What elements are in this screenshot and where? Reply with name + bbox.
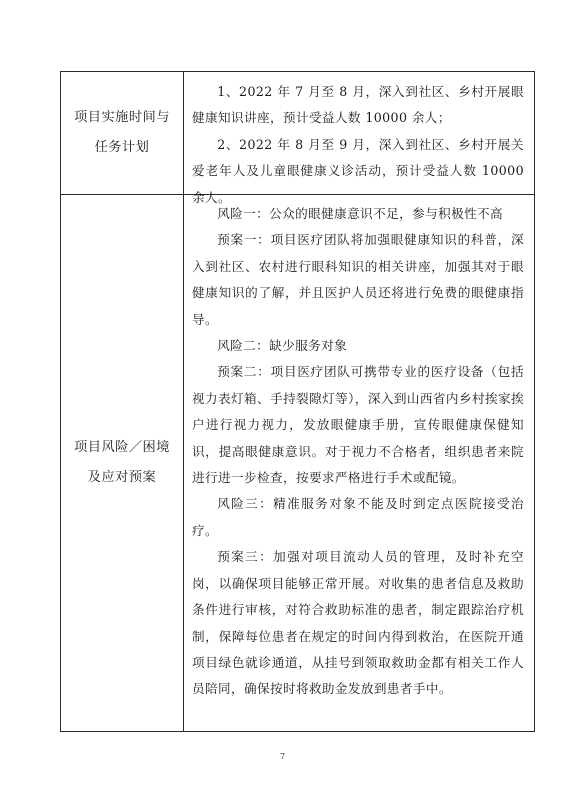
table-row-schedule [61,72,534,205]
row-label: 项目风险／困境及应对预案 [74,440,170,485]
table-row-risks [61,195,534,731]
paragraph: 预案二：项目医疗团队可携带专业的医疗设备（包括视力表灯箱、手持裂隙灯等），深入到山西省内乡村挨家挨户进行视力视力，发放眼健康手册，宣传眼健康保健知识，提高眼健康意识。对于视力不合格者，组织患者来院进行进一步检查，按要求严格进行手术或配镜。 [192,364,524,486]
document-table [60,71,535,732]
paragraph: 风险三：精准服务对象不能及时到定点医院接受治疗。 [192,496,524,538]
paragraph: 1、2022 年 7 月至 8 月，深入到社区、乡村开展眼健康知识讲座，预计受益人数 10000 余人； [192,84,524,126]
row-label: 项目实施时间与任务计划 [74,110,170,155]
row-content-cell [184,195,534,731]
paragraph: 预案一：项目医疗团队将加强眼健康知识的科普，深入到社区、农村进行眼科知识的相关讲座，加强其对于眼健康知识的了解，并且医护人员还将进行免费的眼健康指导。 [192,232,524,327]
row-label-cell [61,195,184,731]
paragraph: 风险一：公众的眼健康意识不足，参与积极性不高 [217,206,504,221]
paragraph: 2、2022 年 8 月至 9 月，深入到社区、乡村开展关爱老年人及儿童眼健康义诊活动，预计受益人数 10000 余人。 [192,136,524,205]
page-number: 7 [279,752,286,761]
paragraph: 风险二：缺少服务对象 [217,338,348,354]
paragraph: 预案三：加强对项目流动人员的管理，及时补充空岗，以确保项目能够正常开展。对收集的患者信息及救助条件进行审核，对符合救助标准的患者，制定跟踪治疗机制，保障每位患者在规定的时间内得到救治，在医院开通项目绿色就诊通道，从挂号到领取救助金都有相关工作人员陪同，确保按时将救助金发放到患者手中。 [192,549,524,697]
row-label-cell [61,72,184,194]
row-content-cell [184,72,534,205]
